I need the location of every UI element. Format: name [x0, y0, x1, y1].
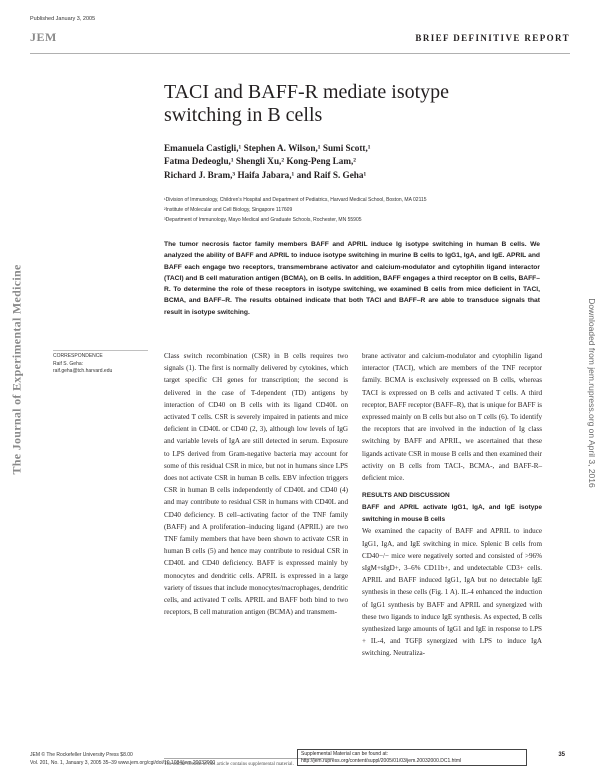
affiliation-line: ¹Division of Immunology, Children's Hospital and Department of Pediatrics, Harvard Medical School, Boston, MA 02115	[164, 197, 427, 203]
subsection-heading: BAFF and APRIL activate IgG1, IgA, and IgE isotype switching in mouse B cells	[362, 504, 542, 523]
section-heading: RESULTS AND DISCUSSION	[362, 492, 450, 500]
correspondence-block	[53, 353, 148, 376]
citation-footer	[30, 752, 215, 767]
author-line: Richard J. Bram,³ Haifa Jabara,¹ and Raif S. Geha¹	[164, 169, 367, 180]
body-paragraph: brane activator and calcium-modulator and cytophilin ligand interactor (TACI), which are members of the TNF receptor family. BCMA is exclusively expressed on B cells, whereas TACI is expressed on B cells and activated T cells. A third receptor, BAFF receptor (BAFF–R), that is unique for BAFF is expressed mainly on B cells but also on T cells (6). To identify the receptors that are involved in the induction of Ig class switching by BAFF and APRIL, we ascertained that these ligands activate CSR in mouse B cells and then examined their activity on B cells from TACI-, BCMA-, and BAFF-R–deficient mice.	[362, 352, 542, 483]
download-watermark: Downloaded from jem.rupress.org on April 3, 2016	[587, 298, 597, 488]
body-paragraph: We examined the capacity of BAFF and APRIL to induce IgG1, IgA, and IgE switching in mice. Splenic B cells from CD40−/− mice were negatively sorted and consisted of >96% sIgM+sIgD+, 3–6% CD11b+, and undetectable CD3+ cells. APRIL and BAFF induced IgG1, IgA but no detectable IgE synthesis in these cells (Fig. 1 A). IL-4 enhanced the induction of IgG1 synthesis by BAFF and APRIL and synergized with these two ligands to induce IgE synthesis. As expected, B cells synthesized large amounts of IgG1 and IgE in response to LPS + IL-4, and TGFβ synergized with LPS to induce IgA switching. Neutraliza-	[362, 527, 542, 658]
correspondence-label: CORRESPONDENCE	[53, 353, 103, 359]
correspondence-divider	[53, 350, 148, 351]
supplemental-label: Supplemental Material can be found at:	[301, 751, 388, 757]
author-line: Emanuela Castigli,¹ Stephen A. Wilson,¹ Sumi Scott,¹	[164, 143, 371, 153]
abstract: The tumor necrosis factor family members BAFF and APRIL induce Ig isotype switching in human B cells. We analyzed the ability of BAFF and APRIL to induce isotype switching in murine B cells to IgG1, IgA, and IgE. APRIL and BAFF each engage two receptors, transmembrane activator and calcium-modulator and cytophilin ligand interactor (TACI) and B cell maturation antigen (BCMA), on B cells. In addition, BAFF engages a third receptor on B cells, BAFF–R. To determine the role of these receptors in isotype switching, we examined B cells from mice deficient in TACI, BCMA, and BAFF–R. The results obtained indicate that both TACI and BAFF–R are able to transduce signals that result in isotype switching.	[164, 241, 540, 316]
author-list	[164, 142, 494, 182]
affiliation-line: ²Institute of Molecular and Cell Biology, Singapore 117609	[164, 207, 293, 213]
title-line-2: switching in B cells	[164, 104, 323, 126]
report-type-label: BRIEF DEFINITIVE REPORT	[415, 33, 570, 43]
body-column-right	[362, 350, 542, 660]
correspondence-name: Raif S. Geha:	[53, 360, 84, 367]
page-number: 35	[558, 752, 565, 758]
title-line-1: TACI and BAFF-R mediate isotype	[164, 81, 450, 103]
journal-logo: JEM	[30, 30, 57, 44]
citation-line: JEM © The Rockefeller University Press $8.00	[30, 752, 133, 758]
affiliation-list	[164, 195, 564, 225]
correspondence-email[interactable]: raif.geha@tch.harvard.edu	[53, 368, 113, 374]
header-divider	[30, 53, 570, 54]
article-title	[164, 81, 544, 127]
supplemental-link[interactable]: http://jem.rupress.org/content/suppl/2005/01/03/jem.20032000.DC1.html	[301, 758, 462, 764]
body-paragraph: Class switch recombination (CSR) in B cells requires two signals (1). The first is normally delivered by cytokines, which target specific CH genes for transcription; the second is delivered in the case of T-dependent (TD) antigens by interaction of CD40 on B cells with its ligand CD40L on activated T cells. CSR is severely impaired in patients and mice deficient in CD40L or CD40 (2, 3), although low levels of IgG and variable levels of IgA are still detected in serum. Exposure to LPS derived from Gram-negative bacteria may account for some of this residual CSR in mice, but not in humans since LPS does not activate CSR in human B cells. EBV infection triggers CSR in human B cells independently of CD40L and CD40 (4) and may contribute to residual CSR in humans with CD40L and CD40 deficiency. B cell–activating factor of the TNF family (BAFF) and A proliferation–inducing ligand (APRIL) are two TNF family members that have been shown to activate CSR in human B cells (5) and hence may contribute to residual CSR in CD40L and CD40 deficiency. BAFF is expressed mainly by monocytes and dendritic cells. APRIL is expressed in a large variety of tissues that include monocytes/macrophages, dendritic cells, and activated T cells. APRIL and BAFF both bind to two receptors, B cell maturation antigen (BCMA) and transmem-	[164, 352, 348, 617]
citation-line: Vol. 201, No. 1, January 3, 2005 35–39 www.jem.org/cgi/doi/10.1084/jem.20032000	[30, 759, 216, 766]
online-note: The online version of this article contains supplemental material.	[164, 762, 294, 767]
sidebar-journal-name: The Journal of Experimental Medicine	[9, 264, 24, 475]
affiliation-line: ³Department of Immunology, Mayo Medical and Graduate Schools, Rochester, MN 55905	[164, 217, 362, 223]
published-date: Published January 3, 2005	[30, 16, 96, 22]
body-column-left	[164, 350, 348, 618]
supplemental-material-box[interactable]	[297, 749, 527, 766]
author-line: Fatma Dedeoglu,¹ Shengli Xu,² Kong-Peng Lam,²	[164, 156, 357, 167]
